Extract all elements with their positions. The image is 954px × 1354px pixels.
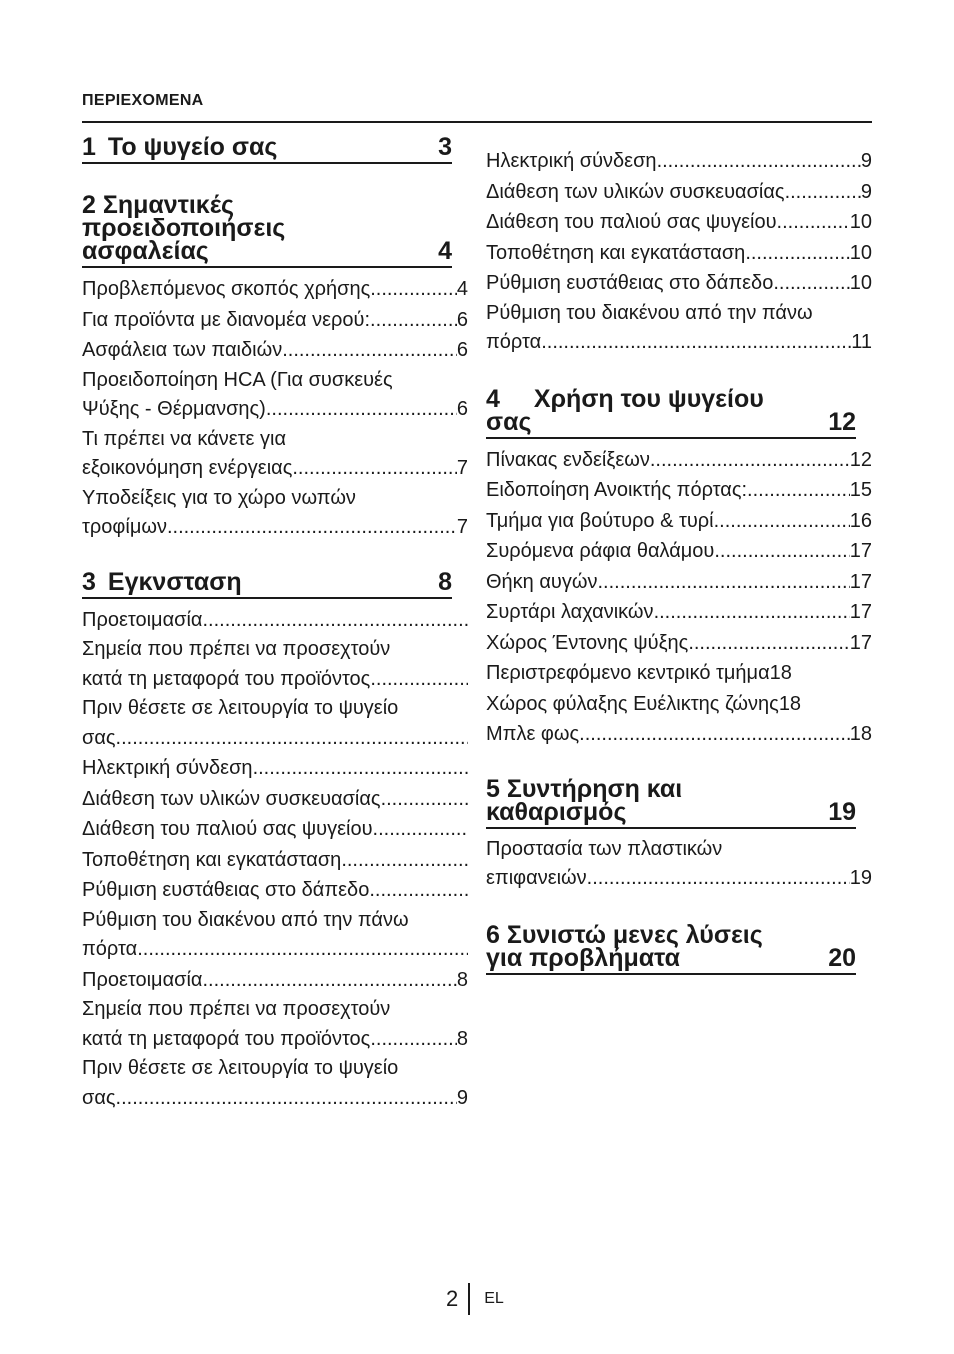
- entry-text: Ηλεκτρική σύνδεση: [486, 150, 657, 172]
- entry-page: 8: [456, 968, 468, 991]
- toc-left-column: [82, 133, 468, 1113]
- leader-dots: [253, 753, 468, 784]
- section-title-line: [486, 384, 856, 413]
- section-page: 4: [438, 237, 452, 265]
- entry-text: Για προϊόντα με διανομέα νερού:: [82, 308, 371, 331]
- toc-entry[interactable]: [82, 1054, 468, 1113]
- entry-text: Ρύθμιση του διακένου από την πάνω: [486, 301, 813, 324]
- entry-text: Θήκη αυγών: [486, 570, 598, 593]
- toc-section-5[interactable]: [486, 774, 872, 894]
- leader-dots: [654, 597, 850, 628]
- section-heading: [82, 191, 452, 268]
- entry-text: Διάθεση του παλιού σας ψυγείου: [82, 818, 373, 840]
- entry-page: 6: [456, 398, 468, 420]
- entry-last-line: [82, 723, 468, 754]
- leader-dots: [202, 605, 468, 636]
- toc-entry[interactable]: [82, 605, 468, 636]
- section-title-line: για προβλήματα: [486, 943, 680, 972]
- entry-text: Προετοιμασία: [82, 968, 203, 991]
- toc-entry[interactable]: [486, 536, 872, 567]
- toc-entry[interactable]: [82, 784, 468, 815]
- leader-dots: [597, 567, 849, 598]
- entry-text: Ασφάλεια των παιδιών: [82, 339, 283, 361]
- leader-dots: [541, 327, 851, 358]
- leader-dots: [167, 512, 457, 543]
- leader-dots: [116, 723, 468, 754]
- toc-entry[interactable]: [486, 689, 872, 720]
- entry-text: κατά τη μεταφορά του προϊόντος: [82, 667, 371, 690]
- leader-dots: [370, 664, 468, 695]
- entry-text: Ψύξης - Θέρμανσης): [82, 398, 266, 420]
- entry-page: 17: [849, 601, 872, 623]
- continued-entries: [486, 146, 872, 358]
- entry-page: 18: [778, 692, 802, 715]
- entry-text: Χώρος φύλαξης Ευέλικτης ζώνης: [486, 692, 779, 715]
- toc-entry[interactable]: [486, 835, 872, 894]
- entry-text: Χώρος Έντονης ψύξης: [486, 631, 689, 654]
- entry-text: Διάθεση των υλικών συσκευασίας: [82, 787, 381, 810]
- section-number: 6: [486, 920, 500, 949]
- section-title: Το ψυγείο σας: [107, 133, 278, 161]
- toc-entry[interactable]: [82, 845, 468, 876]
- entry-text: σας: [82, 726, 116, 749]
- section-title-line: προειδοποιήσεις: [82, 214, 286, 242]
- entry-page: 17: [849, 540, 872, 562]
- entry-page: 11: [851, 331, 872, 353]
- section-page: 8: [438, 567, 452, 596]
- entry-text: Ηλεκτρική σύνδεση: [82, 757, 253, 779]
- entry-page: 10: [849, 211, 872, 233]
- entry-last-line: [82, 1024, 468, 1055]
- leader-dots: [266, 394, 457, 425]
- leader-dots: [747, 475, 850, 506]
- section-title-line: καθαρισμός: [486, 797, 627, 826]
- section-entries: [486, 835, 872, 894]
- section-title-line: σας: [486, 407, 532, 436]
- toc-section-1[interactable]: [82, 133, 468, 164]
- entry-text: Ειδοποίηση Ανοικτής πόρτας:: [486, 479, 748, 501]
- entry-last-line: [486, 863, 872, 894]
- entry-text: Προειδοποίηση HCA (Για συσκευές: [82, 368, 393, 391]
- section-number: 4: [486, 384, 500, 413]
- toc-entry[interactable]: [486, 597, 872, 628]
- entry-page: 10: [849, 272, 872, 294]
- section-number: 1: [82, 133, 96, 161]
- toc-entry[interactable]: [486, 445, 872, 476]
- toc-right-column: [486, 146, 872, 975]
- section-entries: [82, 274, 468, 543]
- entry-text: Συρόμενα ράφια θαλάμου: [486, 540, 715, 562]
- leader-dots: [777, 207, 850, 238]
- section-number: 3: [82, 567, 96, 596]
- entry-page: 18: [769, 662, 792, 684]
- entry-page: 17: [849, 631, 872, 654]
- toc-section-2[interactable]: [82, 191, 468, 543]
- leader-dots: [714, 506, 850, 537]
- leader-dots: [369, 875, 468, 906]
- entry-page: 18: [849, 723, 872, 745]
- leader-dots: [370, 274, 457, 305]
- entry-text: Προετοιμασία: [82, 608, 203, 631]
- section-entries: [486, 445, 872, 750]
- toc-entry[interactable]: [486, 719, 872, 750]
- toc-entry[interactable]: [486, 506, 872, 537]
- section-title-line: Συντήρηση και: [506, 774, 683, 803]
- toc-entry[interactable]: [82, 694, 468, 753]
- toc-entry[interactable]: [486, 177, 872, 208]
- leader-dots: [579, 719, 850, 750]
- toc-entry[interactable]: [82, 965, 468, 996]
- entry-text: πόρτα: [82, 938, 138, 960]
- toc-entry[interactable]: [82, 484, 468, 543]
- section-page: 19: [828, 797, 856, 826]
- entry-page: 7: [456, 516, 468, 538]
- entry-page: 6: [456, 339, 468, 361]
- leader-dots: [745, 238, 849, 269]
- entry-text: Προστασία των πλαστικών: [486, 837, 723, 860]
- section-title-line: [82, 133, 452, 161]
- leader-dots: [341, 845, 468, 876]
- header-rule: [82, 121, 872, 123]
- entry-last-line: [82, 934, 468, 965]
- section-number: 2: [82, 191, 96, 219]
- entry-page: 9: [860, 150, 872, 172]
- section-title-line: Χρήση του ψυγείου: [533, 384, 764, 413]
- entry-page: 12: [849, 448, 872, 471]
- toc-entry[interactable]: [82, 753, 468, 784]
- section-page: 12: [828, 407, 856, 436]
- entry-text: Ρύθμιση του διακένου από την πάνω: [82, 908, 409, 931]
- leader-dots: [785, 177, 861, 208]
- leader-dots: [381, 784, 468, 815]
- toc-entry[interactable]: [486, 268, 872, 299]
- entry-page: 17: [849, 570, 872, 593]
- entry-text: Συρτάρι λαχανικών: [486, 601, 654, 623]
- entry-text: Ρύθμιση ευστάθειας στο δάπεδο: [486, 272, 774, 294]
- toc-entry[interactable]: [486, 567, 872, 598]
- leader-dots: [773, 268, 849, 299]
- entry-page: 10: [849, 241, 872, 264]
- entry-page: 4: [456, 278, 468, 300]
- toc-section-4[interactable]: [486, 384, 872, 750]
- toc-entry[interactable]: [82, 906, 468, 965]
- toc-entry[interactable]: [82, 814, 468, 845]
- section-heading: [486, 774, 856, 829]
- entry-page: 15: [849, 479, 872, 501]
- section-title-line: Συνιστώ μενες λύσεις: [506, 920, 763, 949]
- entry-text: Τμήμα για βούτυρο & τυρί: [486, 509, 714, 532]
- entry-text: Υποδείξεις για το χώρο νωπών: [82, 486, 356, 509]
- entry-text: κατά τη μεταφορά του προϊόντος: [82, 1027, 371, 1050]
- page-number: 2: [446, 1286, 459, 1311]
- page-header: ΠΕΡΙΕΧΟΜΕΝΑ: [82, 92, 204, 109]
- entry-last-line: [82, 453, 468, 484]
- entry-last-line: [82, 664, 468, 695]
- entry-text: Προβλεπόμενος σκοπός χρήσης: [82, 278, 371, 300]
- toc-entry[interactable]: [82, 305, 468, 336]
- entry-page: 8: [456, 1027, 468, 1050]
- section-page: 3: [438, 133, 452, 161]
- leader-dots: [688, 628, 849, 659]
- toc-entry[interactable]: [486, 146, 872, 177]
- toc-entry[interactable]: [82, 425, 468, 484]
- entry-text: τροφίμων: [82, 516, 167, 538]
- entry-page: 6: [456, 308, 468, 331]
- toc-entry[interactable]: [486, 299, 872, 358]
- section-page: 20: [828, 943, 856, 972]
- leader-dots: [587, 863, 850, 894]
- entry-text: σας: [82, 1086, 116, 1109]
- entry-text: Περιστρεφόμενο κεντρικό τμήμα: [486, 662, 770, 684]
- entry-text: Σημεία που πρέπει να προσεχτούν: [82, 998, 391, 1020]
- entry-text: Διάθεση των υλικών συσκευασίας: [486, 180, 785, 203]
- leader-dots: [282, 335, 457, 366]
- toc-entry[interactable]: [82, 366, 468, 425]
- toc-entry[interactable]: [82, 635, 468, 694]
- entry-last-line: [486, 327, 872, 358]
- section-entries: [82, 605, 468, 1114]
- leader-dots: [370, 1024, 457, 1055]
- entry-text: Πριν θέσετε σε λειτουργία το ψυγείο: [82, 1057, 399, 1079]
- entry-text: Σημεία που πρέπει να προσεχτούν: [82, 638, 391, 660]
- section-heading: [82, 133, 452, 164]
- section-title: Εγκνσταση: [107, 567, 242, 596]
- leader-dots: [370, 305, 457, 336]
- entry-page: 9: [860, 180, 872, 203]
- page-footer: [446, 1283, 504, 1315]
- entry-page: 9: [456, 1086, 468, 1109]
- toc-entry[interactable]: [486, 207, 872, 238]
- leader-dots: [137, 934, 468, 965]
- toc-entry[interactable]: [486, 475, 872, 506]
- section-title-line: Σημαντικές: [102, 191, 235, 219]
- entry-text: Τοποθέτηση και εγκατάσταση: [486, 241, 746, 264]
- entry-text: εξοικονόμηση ενέργειας: [82, 457, 293, 479]
- section-heading: [486, 920, 856, 975]
- entry-last-line: [82, 394, 468, 425]
- toc-entry[interactable]: [486, 238, 872, 269]
- section-heading: [82, 567, 452, 599]
- entry-text: Διάθεση του παλιού σας ψυγείου: [486, 211, 777, 233]
- toc-entry[interactable]: [82, 995, 468, 1054]
- section-number: 5: [486, 774, 500, 803]
- entry-text: Μπλε φως: [486, 723, 580, 745]
- leader-dots: [650, 445, 850, 476]
- entry-page: 19: [849, 867, 872, 889]
- section-title-line: [82, 567, 452, 596]
- leader-dots: [116, 1083, 457, 1114]
- toc-entry[interactable]: [82, 875, 468, 906]
- toc-section-3[interactable]: [82, 567, 468, 1114]
- language-code: EL: [484, 1290, 504, 1307]
- toc-entry[interactable]: [82, 274, 468, 305]
- entry-text: Τι πρέπει να κάνετε για: [82, 427, 287, 450]
- leader-dots: [202, 965, 456, 996]
- entry-text: Ρύθμιση ευστάθειας στο δάπεδο: [82, 879, 370, 901]
- toc-entry[interactable]: [82, 335, 468, 366]
- entry-last-line: [82, 1083, 468, 1114]
- toc-entry[interactable]: [486, 628, 872, 659]
- entry-page: 16: [849, 509, 872, 532]
- entry-page: 7: [456, 457, 468, 479]
- toc-entry[interactable]: [486, 658, 872, 689]
- entry-text: Τοποθέτηση και εγκατάσταση: [82, 848, 342, 871]
- toc-section-6[interactable]: [486, 920, 872, 975]
- entry-text: Πίνακας ενδείξεων: [486, 448, 650, 471]
- leader-dots: [292, 453, 457, 484]
- section-heading: [486, 384, 856, 439]
- leader-dots: [714, 536, 849, 567]
- leader-dots: [373, 814, 468, 845]
- leader-dots: [657, 146, 861, 177]
- entry-text: επιφανειών: [486, 867, 587, 889]
- entry-text: Πριν θέσετε σε λειτουργία το ψυγείο: [82, 697, 399, 719]
- entry-last-line: [82, 512, 468, 543]
- section-title-line: ασφαλείας: [82, 237, 209, 265]
- entry-text: πόρτα: [486, 331, 542, 353]
